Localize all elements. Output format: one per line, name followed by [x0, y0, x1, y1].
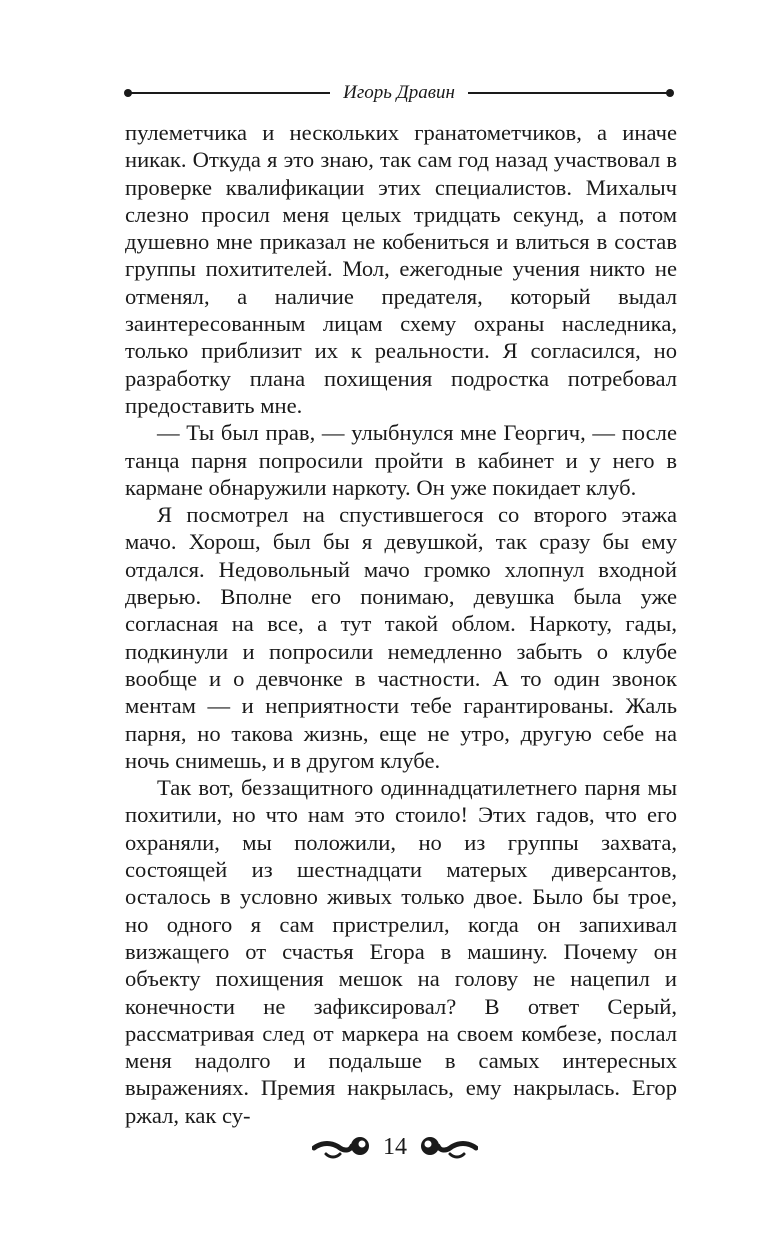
header-author-name: Игорь Дравин: [343, 82, 455, 103]
header-rule-right-dot: [666, 89, 674, 97]
paragraph-1: пулеметчика и нескольких гранатометчиков, а иначе никак. Откуда я это знаю, так сам год назад участвовал в проверке квалификации этих специалистов. Михалыч слезно просил меня целых тридцать секунд, а потом душевно мне приказал не кобениться и влиться в состав группы похитителей. Мол, ежегодные учения никто не отменял, а наличие предателя, который выдал заинтересованным лицам схему охраны наследника, только приблизит их к реальности. Я согласился, но разработку плана похищения подростка потребовал предоставить мне.: [125, 120, 677, 418]
paragraph-3: Я посмотрел на спустившегося со второго этажа мачо. Хорош, был бы я девушкой, так сразу бы ему отдался. Недовольный мачо громко хлопнул входной дверью. Вполне его понимаю, девушка была уже согласная на все, а тут такой облом. Наркоту, гады, подкинули и попросили немедленно забыть о клубе вообще и о девчонке в частности. А то один звонок ментам — и неприятности тебе гарантированы. Жаль парня, но такова жизнь, еще не утро, другую себе на ночь снимешь, и в другом клубе.: [125, 502, 677, 773]
page-footer: [300, 1130, 490, 1170]
paragraph-4: Так вот, беззащитного одиннадцатилетнего парня мы похитили, но что нам это стоило! Этих гадов, что его охраняли, мы положили, но из группы захвата, состоящей из шестнадцати матерых диверсантов, осталось в условно живых только двое. Было бы трое, но одного я сам пристрелил, когда он запихивал визжащего от счастья Егора в машину. Почему он объекту похищения мешок на голову не нацепил и конечности не зафиксировал? В ответ Серый, рассматривая след от маркера на своем комбезе, послал меня надолго и подальше в самых интересных выражениях. Премия накрылась, ему накрылась. Егор ржал, как су-: [125, 775, 677, 1128]
page-number: 14: [383, 1134, 407, 1160]
paragraph-2: — Ты был прав, — улыбнулся мне Георгич, — после танца парня попросили пройти в кабинет и у него в кармане обнаружили наркоту. Он уже покидает клуб.: [125, 420, 677, 500]
running-header: [124, 80, 674, 106]
ornament-right-icon: [418, 1132, 478, 1162]
header-rule-right: [468, 92, 668, 94]
page-body: [125, 119, 677, 1129]
